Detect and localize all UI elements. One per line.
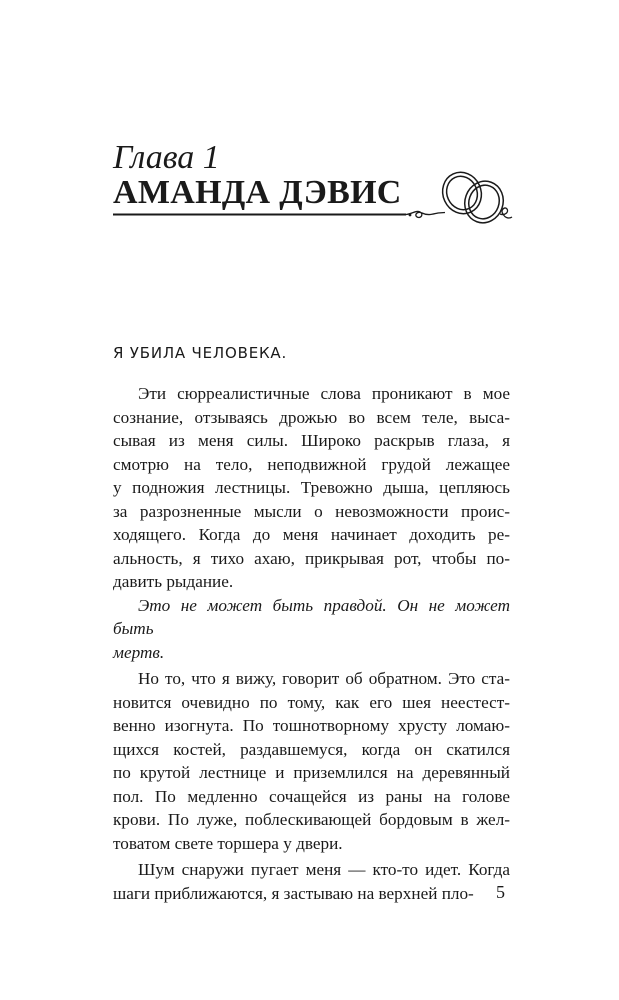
text-line: сознание, отзываясь дрожью во всем теле, выса- [113, 407, 510, 427]
text-line: щихся костей, раздавшемуся, когда он скатился [113, 739, 510, 759]
text-line: венно изогнута. По тошнотворному хрусту ломаю- [113, 716, 510, 735]
wedding-rings-icon [436, 166, 509, 228]
text-line: ходящего. Когда до меня начинает доходить ре- [113, 525, 510, 544]
paragraph [113, 382, 510, 594]
text-line: шаги приближаются, я застываю на верхней пло- [113, 883, 474, 903]
text-line: Эти сюрреалистичные слова проникают в мое [138, 384, 510, 403]
text-line: по крутой лестнице и приземлился на деревянный [113, 763, 510, 782]
text-line: давить рыдание. [113, 572, 234, 591]
chapter-number: Глава 1 [113, 139, 220, 176]
paragraph [113, 667, 510, 855]
text-line: за разрозненные мысли о невозможности проис- [113, 501, 510, 521]
body-text [113, 382, 510, 905]
opening-line: Я УБИЛА ЧЕЛОВЕКА. [113, 344, 288, 362]
text-line: мертв. [113, 642, 165, 662]
text-line: альность, я тихо ахаю, прикрывая рот, чтобы по- [113, 548, 510, 568]
text-line: Это не может быть правдой. Он не может быть [113, 595, 510, 638]
page-number: 5 [496, 882, 505, 902]
text-line: Шум снаружи пугает меня — кто-то идет. Когда [138, 860, 510, 879]
chapter-title: АМАНДА ДЭВИС [113, 174, 402, 211]
text-line: крови. По луже, поблескивающей бордовым в жел- [113, 810, 510, 829]
paragraph-italic [113, 594, 510, 665]
flourish-swirl [406, 211, 445, 217]
title-underline-ornament [0, 0, 619, 260]
text-line: новится очевидно по тому, как его шея неестест- [113, 692, 510, 712]
text-line: смотрю на тело, неподвижной грудой лежащее [113, 454, 510, 474]
text-line: Но то, что я вижу, говорит об обратном. Это ста- [138, 669, 510, 688]
text-line: пол. По медленно сочащейся из раны на голове [113, 786, 510, 806]
text-line: сывая из меня силы. Широко раскрыв глаза, я [113, 431, 510, 450]
text-line: товатом свете торшера у двери. [113, 833, 343, 853]
paragraph [113, 858, 510, 905]
text-line: у подножия лестницы. Тревожно дыша, цепляюсь [113, 478, 510, 497]
